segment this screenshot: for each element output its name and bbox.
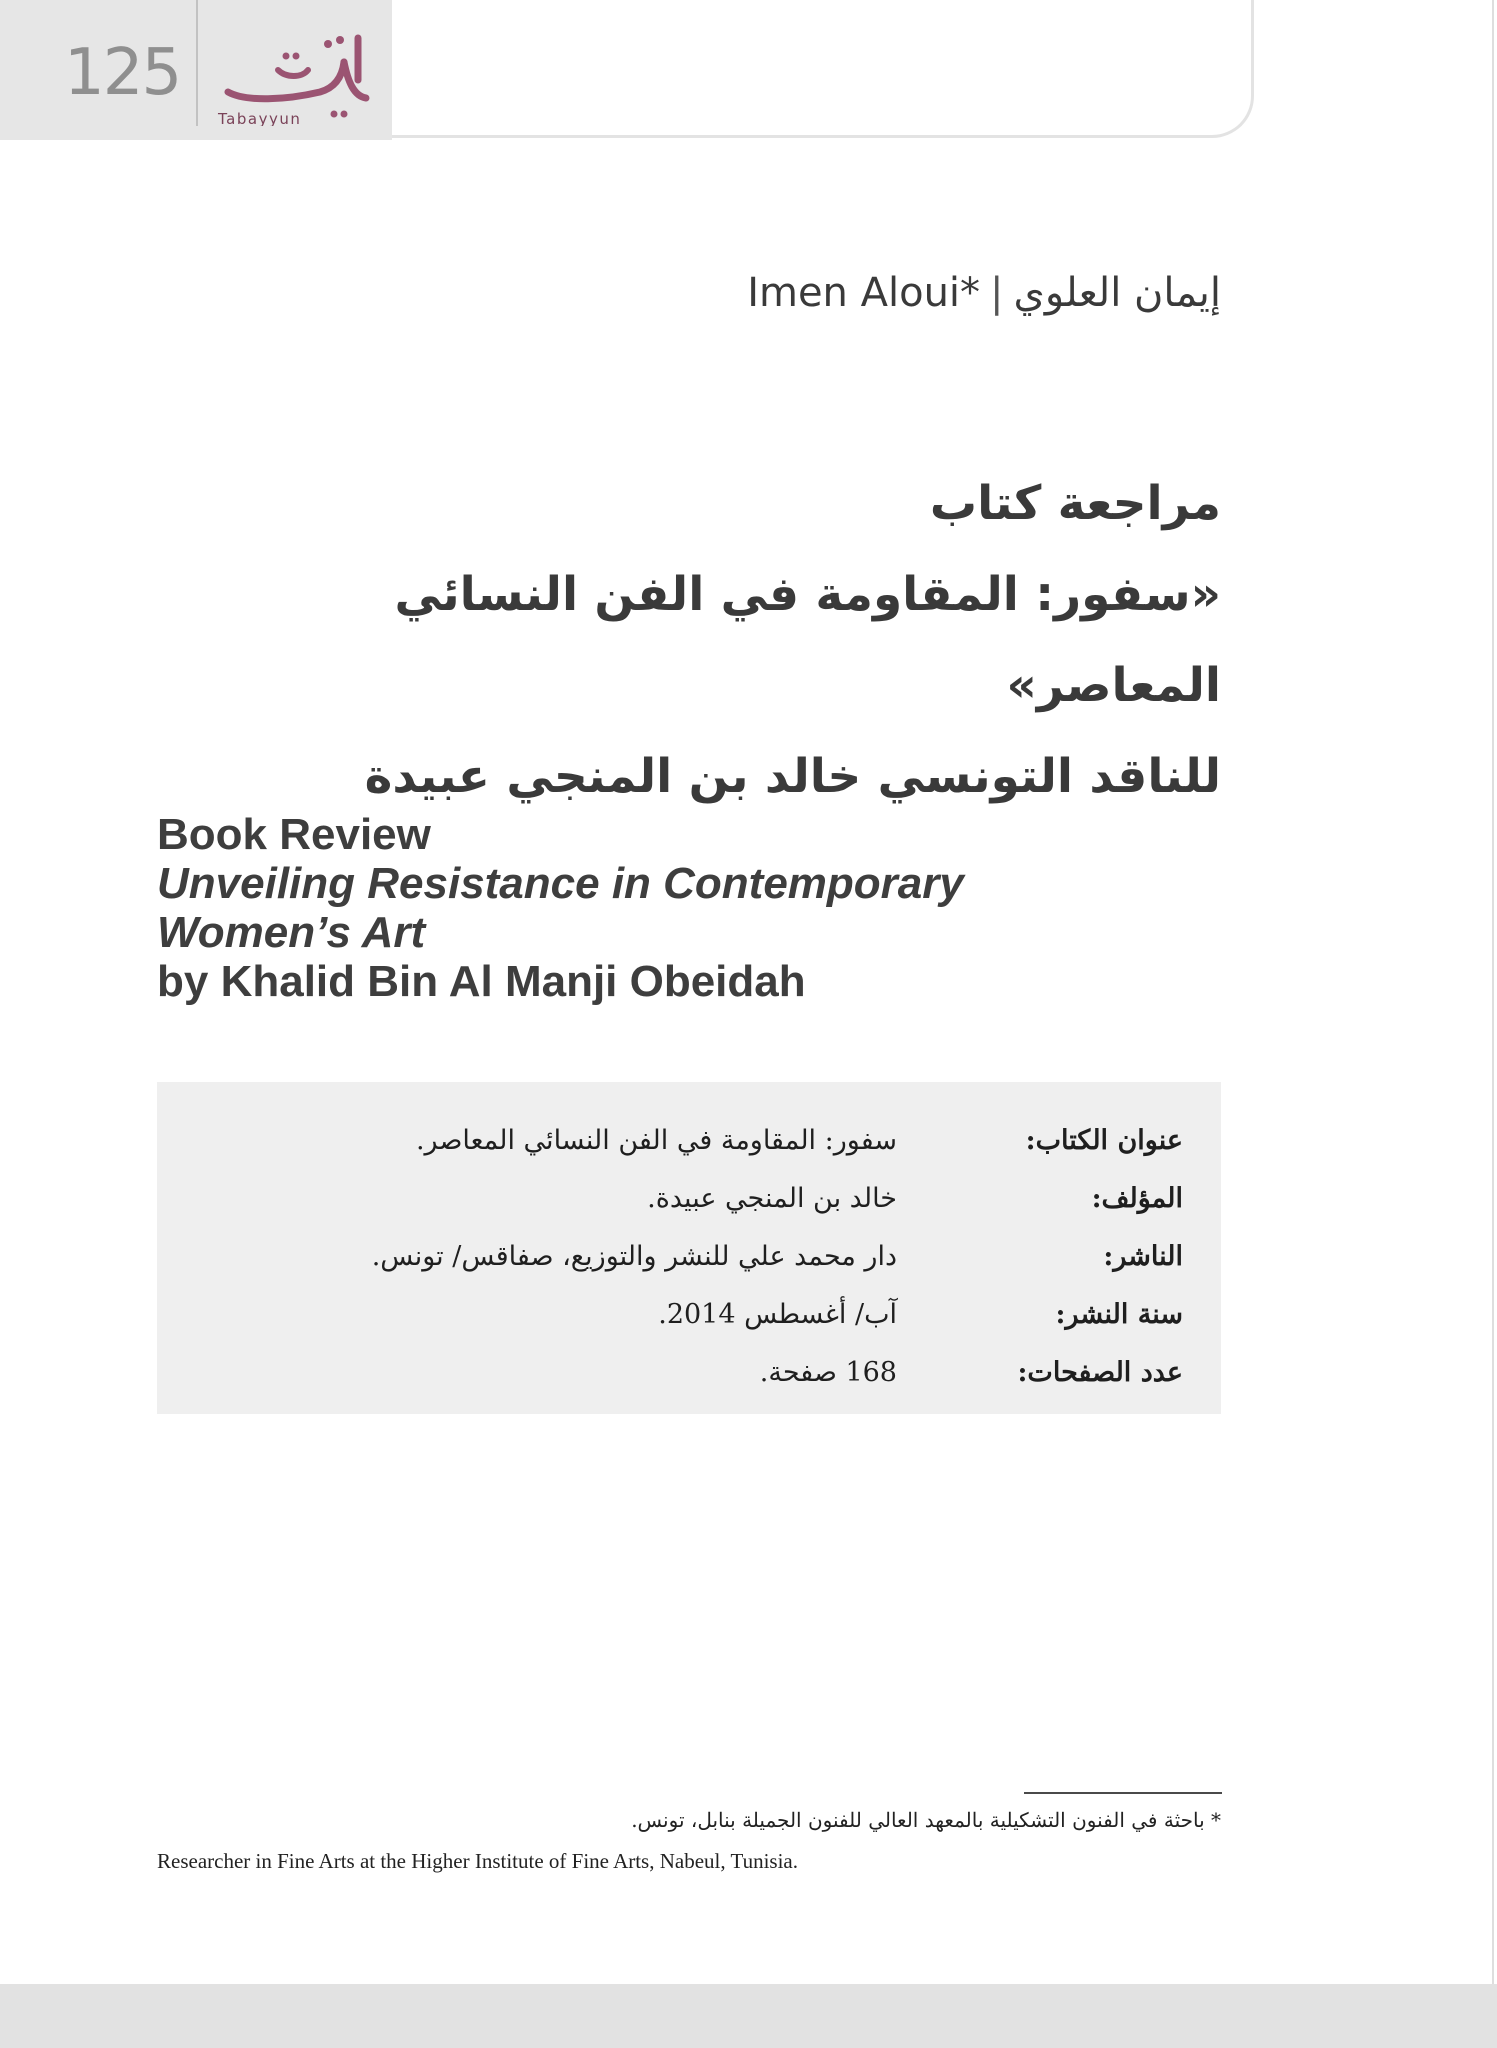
english-title-line: Women’s Art [157,908,426,957]
logo-latin-text: Tabayyun [218,110,302,126]
footnote-arabic: * باحثة في الفنون التشكيلية بالمعهد العالي للفنون الجميلة بنابل، تونس. [631,1808,1221,1832]
book-info-value: خالد بن المنجي عبيدة. [647,1182,897,1214]
author-name-arabic: إيمان العلوي [1013,270,1221,316]
footnote-english: Researcher in Fine Arts at the Higher Institute of Fine Arts, Nabeul, Tunisia. [157,1849,798,1873]
book-info-value: آب/ أغسطس 2014. [658,1298,897,1330]
english-title-line: by Khalid Bin Al Manji Obeidah [157,957,806,1006]
english-title-line: Unveiling Resistance in Contemporary [157,859,964,908]
arabic-title-line: «سفور: المقاومة في الفن النسائي [394,567,1221,622]
book-info-row [760,1343,1183,1401]
english-title [157,810,1157,1006]
page-number: 125 [64,36,181,110]
arabic-title [221,458,1221,822]
header-divider [196,0,198,126]
book-info-value: سفور: المقاومة في الفن النسائي المعاصر. [415,1124,897,1156]
tabayyun-logo [216,34,372,126]
author-separator: | [990,270,1004,316]
english-title-line: Book Review [157,810,431,859]
book-info-value: دار محمد علي للنشر والتوزيع، صفاقس/ تونس. [371,1240,897,1272]
book-info-row [658,1285,1183,1343]
author-line [747,270,1221,316]
footnote-rule [1024,1792,1222,1794]
arabic-title-line: للناقد التونسي خالد بن المنجي عبيدة [364,749,1221,804]
book-info-label: المؤلف: [1091,1182,1183,1214]
page-edge-line [1492,0,1494,1990]
arabic-title-line: المعاصر» [1006,658,1221,713]
book-info-label: الناشر: [1103,1240,1183,1272]
book-info-value: 168 صفحة. [759,1356,897,1388]
book-info-row [372,1227,1183,1285]
arabic-title-line: مراجعة كتاب [929,476,1221,531]
author-name-latin: Imen Aloui* [747,270,981,316]
book-info-row [416,1111,1183,1169]
book-info-row [647,1169,1183,1227]
book-info-label: عنوان الكتاب: [1025,1124,1183,1156]
book-info-label: عدد الصفحات: [1017,1356,1183,1388]
footer-band [0,1984,1497,2048]
book-info-box [157,1082,1221,1414]
book-info-label: سنة النشر: [1055,1298,1183,1330]
